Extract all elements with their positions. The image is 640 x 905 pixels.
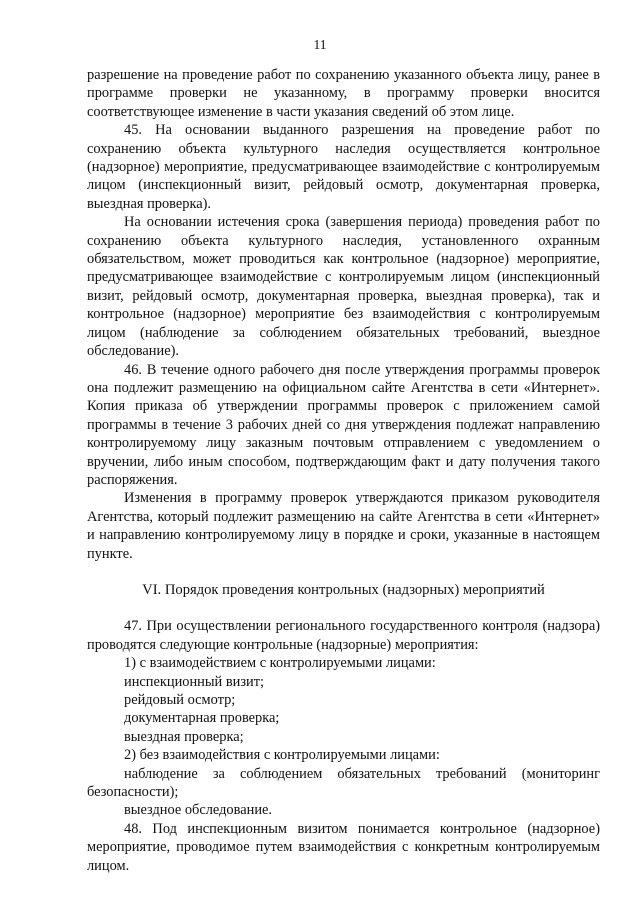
section-heading: VI. Порядок проведения контрольных (надзорных) мероприятий <box>142 581 545 598</box>
list-item: документарная проверка; <box>124 710 280 727</box>
list-item: инспекционный визит; <box>124 673 265 690</box>
list-item: 1) с взаимодействием с контролируемыми лицами: <box>124 655 436 672</box>
paragraph-46: 46. В течение одного рабочего дня после утверждения программы проверок она подлежит размещению на официальном сайте Агентства в сети «Интернет». Копия приказа об утверждении программы проверок с приложением самой программы в течение 3 рабочих дней со дня утверждения подлежат направлению контролируемому лицу заказным почтовым отправлением с уведомлением о вручении, либо иным способом, подтверждающим факт и дату получения такого распоряжения. <box>87 361 600 488</box>
document-body <box>87 66 600 875</box>
paragraph-45: 45. На основании выданного разрешения на проведение работ по сохранению объекта культурного наследия осуществляется контрольное (надзорное) мероприятие, предусматривающее взаимодействие с контролируемым лицом (инспекционный визит, рейдовый осмотр, документарная проверка, выездная проверка). <box>87 122 600 212</box>
paragraph-47: 47. При осуществлении регионального государственного контроля (надзора) проводятся следующие контрольные (надзорные) мероприятия: <box>87 618 600 653</box>
paragraph-45-continued: На основании истечения срока (завершения периода) проведения работ по сохранению объекта культурного наследия, установленного охранным обязательством, может проводиться как контрольное (надзорное) мероприятие, предусматривающее взаимодействие с контролируемым лицом (инспекционный визит, рейдовый осмотр, документарная проверка, выездная проверка), так и контрольное (надзорное) мероприятие без взаимодействия с контролируемым лицом (наблюдение за соблюдением обязательных требований, выездное обследование). <box>87 214 600 360</box>
list-item: наблюдение за соблюдением обязательных требований (мониторинг безопасности); <box>87 765 600 801</box>
list-item: выездное обследование. <box>124 802 273 819</box>
page-number: 11 <box>313 37 327 52</box>
paragraph-46-changes: Изменения в программу проверок утверждаются приказом руководителя Агентства, который подлежит размещению на сайте Агентства в сети «Интернет» и направлению контролируемому лицу в порядке и сроки, указанные в настоящем пункте. <box>87 490 600 562</box>
list-item: рейдовый осмотр; <box>124 692 236 708</box>
list-item: 2) без взаимодействия с контролируемыми лицами: <box>124 747 440 764</box>
list-item: выездная проверка; <box>124 728 244 745</box>
paragraph-48: 48. Под инспекционным визитом понимается контрольное (надзорное) мероприятие, проводимое путем взаимодействия с конкретным контролируемым лицом. <box>87 820 600 874</box>
paragraph-continuation: разрешение на проведение работ по сохранению указанного объекта лицу, ранее в программе проверки не указанному, в программу проверки вносится соответствующее изменение в части указания сведений об этом лице. <box>87 67 600 120</box>
